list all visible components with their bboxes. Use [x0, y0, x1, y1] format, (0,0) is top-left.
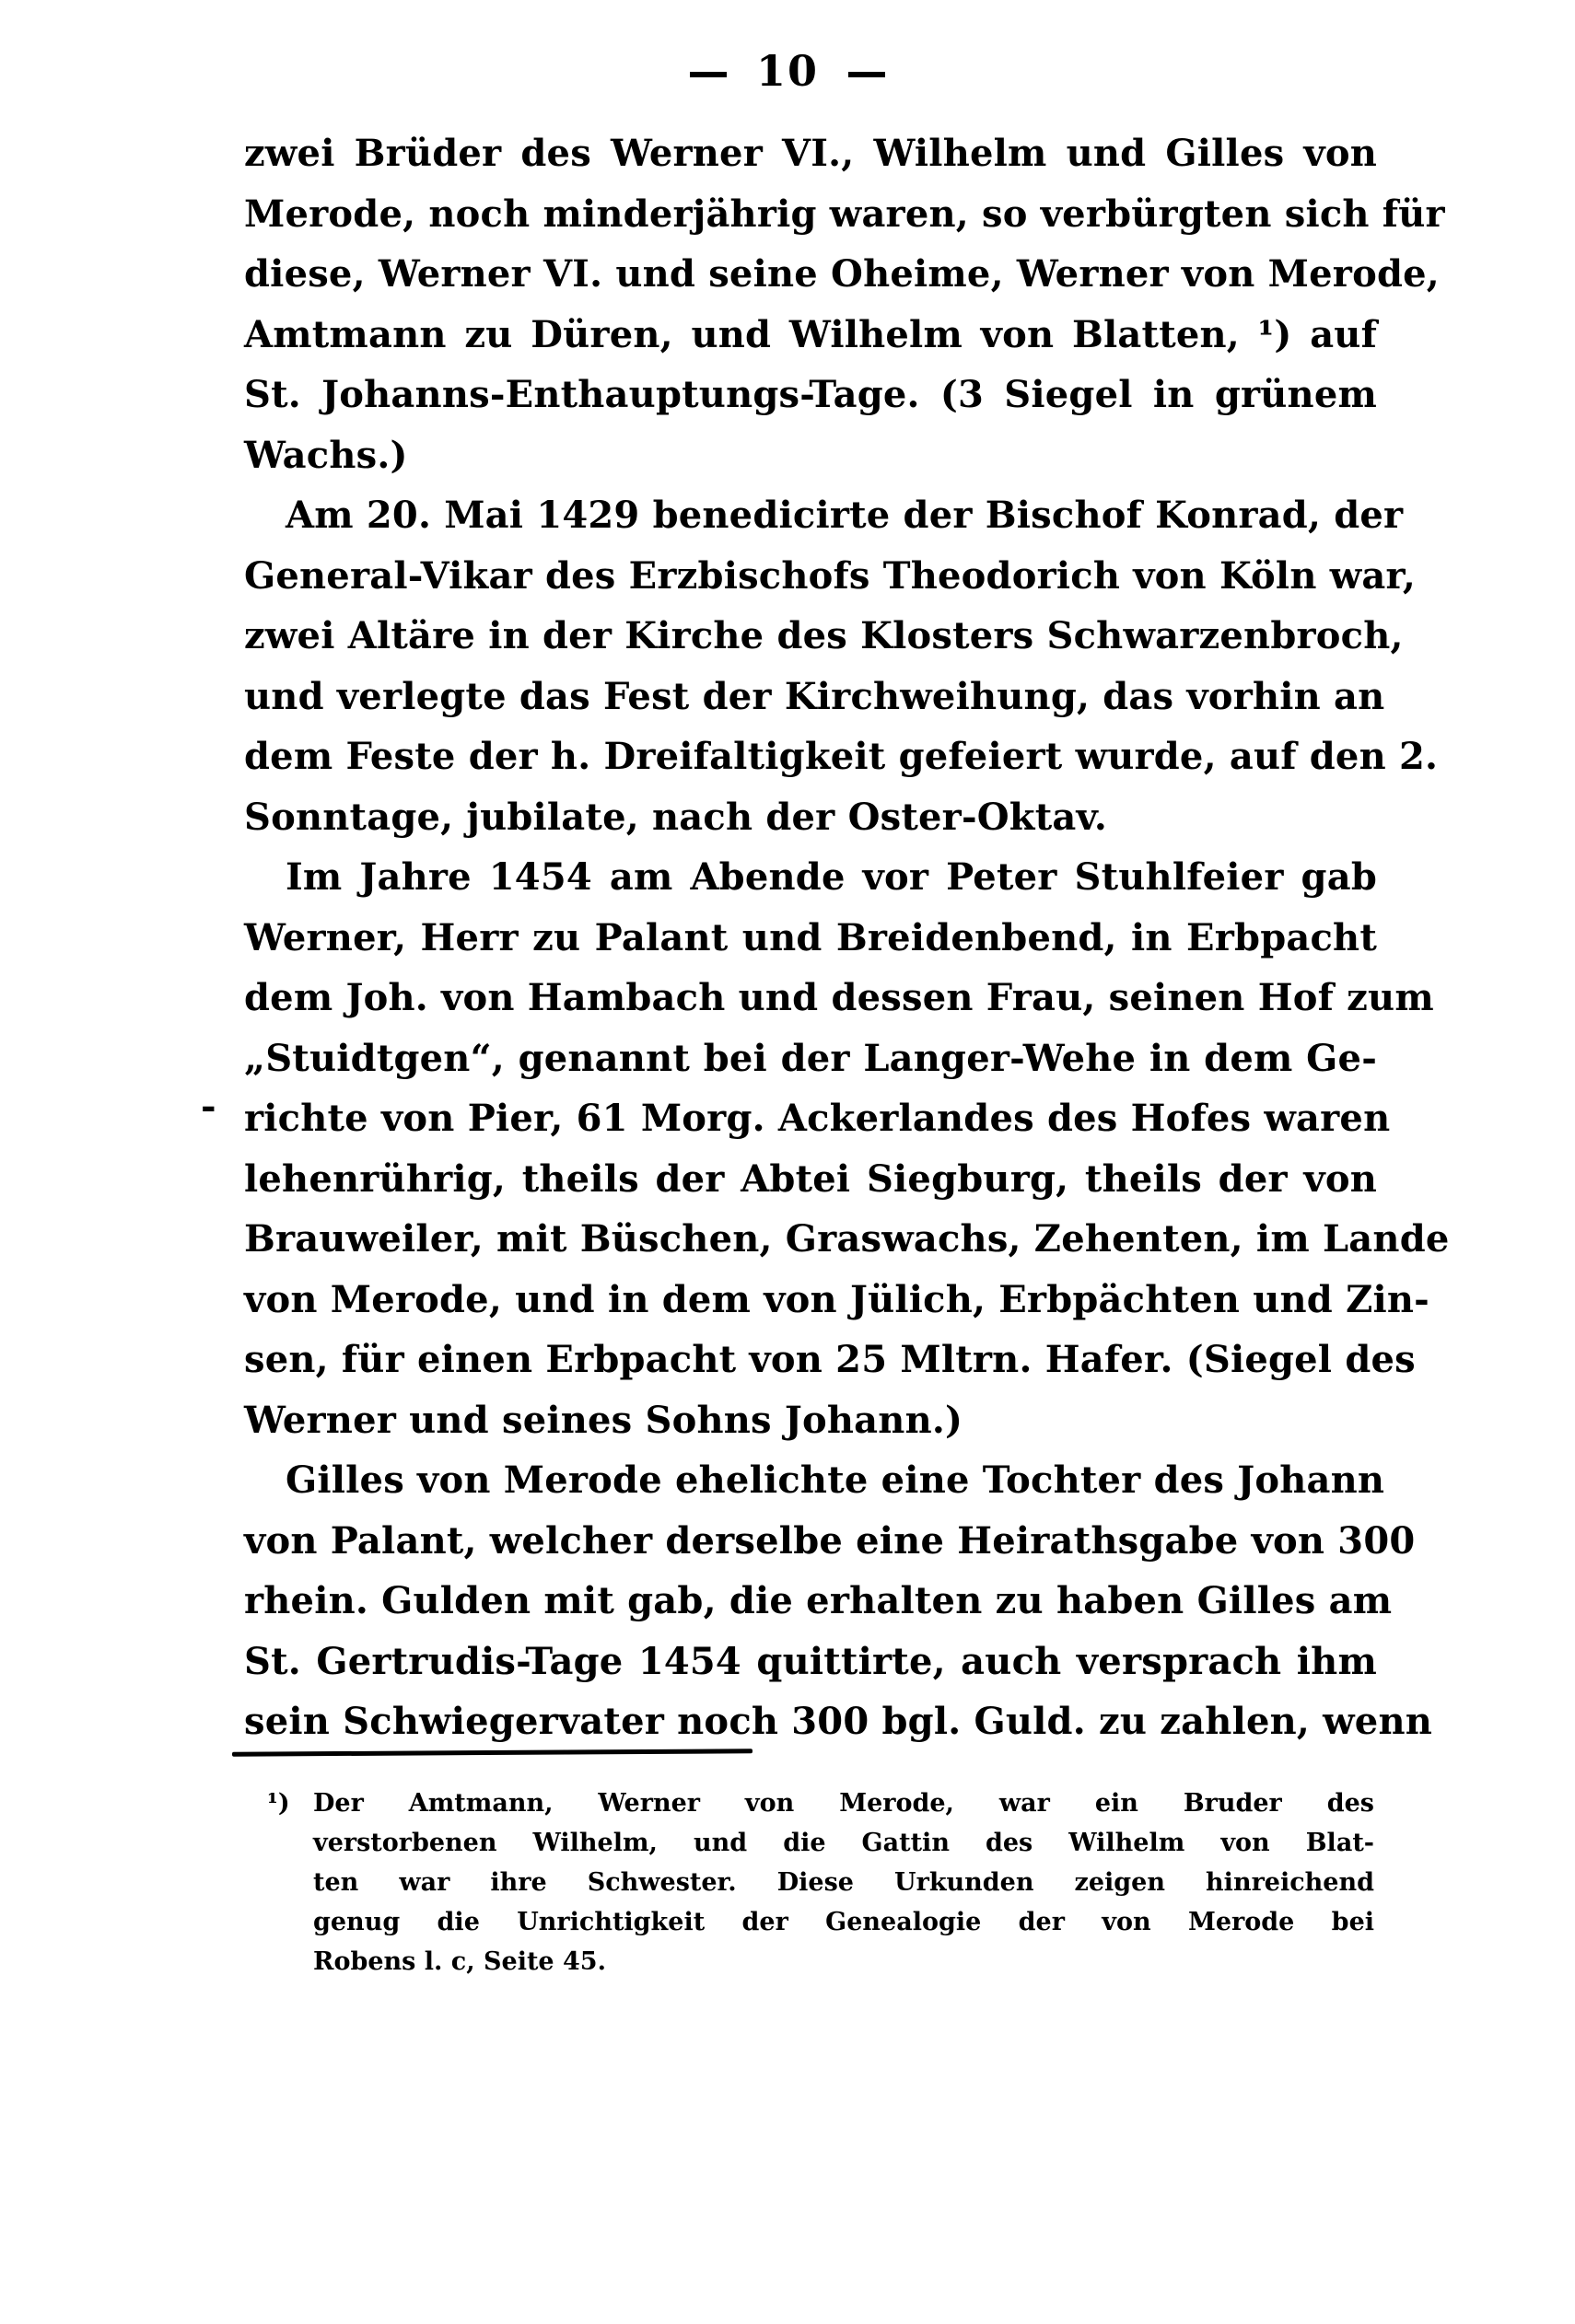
text-line: von Palant, welcher derselbe eine Heirathsgabe von 300 — [244, 1518, 1416, 1563]
footnote — [313, 1784, 1374, 1981]
text-line: St. Gertrudis-Tage 1454 quittirte, auch versprach ihm — [244, 1639, 1377, 1683]
footnote-marker: ¹) — [267, 1789, 290, 1818]
text-line: Brauweiler, mit Büschen, Graswachs, Zehenten, im Lande — [244, 1217, 1450, 1261]
text-line: General-Vikar des Erzbischofs Theodorich von Köln war, — [244, 553, 1416, 598]
text-line: St. Johanns-Enthauptungs-Tage. (3 Siegel in grünem — [244, 373, 1377, 416]
paragraph-start-line: Im Jahre 1454 am Abende vor Peter Stuhlfeier gab — [286, 855, 1377, 899]
page-number-dash-left — [690, 72, 727, 77]
text-line: „Stuidtgen“, genannt bei der Langer-Wehe in dem Ge- — [244, 1036, 1377, 1080]
text-line: sen, für einen Erbpacht von 25 Mltrn. Hafer. (Siegel des — [244, 1338, 1416, 1381]
paragraph-start-line: Gilles von Merode ehelichte eine Tochter des Johann — [286, 1458, 1385, 1502]
text-line: rhein. Gulden mit gab, die erhalten zu haben Gilles am — [244, 1579, 1393, 1622]
text-line: Sonntage, jubilate, nach der Oster-Oktav. — [244, 795, 1108, 839]
text-line: dem Joh. von Hambach und dessen Frau, seinen Hof zum — [244, 976, 1434, 1019]
page-number: 10 — [755, 46, 819, 96]
text-line: zwei Altäre in der Kirche des Klosters Schwarzenbroch, — [244, 614, 1404, 657]
text-line: dem Feste der h. Dreifaltigkeit gefeiert wurde, auf den 2. — [244, 735, 1439, 778]
text-line: Merode, noch minderjährig waren, so verbürgten sich für — [244, 192, 1445, 236]
text-line: richte von Pier, 61 Morg. Ackerlandes des Hofes waren — [244, 1097, 1391, 1140]
text-line: zwei Brüder des Werner VI., Wilhelm und Gilles von — [244, 132, 1377, 175]
text-line: Werner, Herr zu Palant und Breidenbend, in Erbpacht — [244, 915, 1377, 959]
text-line: sein Schwiegervater noch 300 bgl. Guld. zu zahlen, wenn — [244, 1700, 1433, 1743]
text-line: Wachs.) — [244, 433, 408, 477]
margin-mark: - — [201, 1085, 216, 1128]
paragraph-start-line: Am 20. Mai 1429 benedicirte der Bischof Konrad, der — [286, 494, 1404, 537]
text-line: Werner und seines Sohns Johann.) — [244, 1398, 963, 1442]
footnote-line: Der Amtmann, Werner von Merode, war ein Bruder des — [313, 1789, 1374, 1818]
footnote-line: ten war ihre Schwester. Diese Urkunden zeigen hinreichend — [313, 1868, 1374, 1897]
footnote-line: genug die Unrichtigkeit der Genealogie der von Merode bei — [313, 1908, 1374, 1936]
text-line: diese, Werner VI. und seine Oheime, Werner von Merode, — [244, 252, 1440, 296]
page-number-header — [0, 46, 1575, 96]
main-text — [244, 123, 1450, 1752]
text-line: lehenrührig, theils der Abtei Siegburg, theils der von — [244, 1156, 1377, 1201]
text-line: und verlegte das Fest der Kirchweihung, das vorhin an — [244, 674, 1385, 718]
text-line: von Merode, und in dem von Jülich, Erbpächten und Zin- — [244, 1277, 1429, 1321]
text-line: Amtmann zu Düren, und Wilhelm von Blatten, ¹) auf — [244, 312, 1377, 356]
footnote-line: verstorbenen Wilhelm, und die Gattin des Wilhelm von Blat- — [313, 1829, 1374, 1857]
footnote-line: Robens l. c, Seite 45. — [313, 1947, 606, 1976]
page-number-dash-right — [848, 72, 885, 77]
